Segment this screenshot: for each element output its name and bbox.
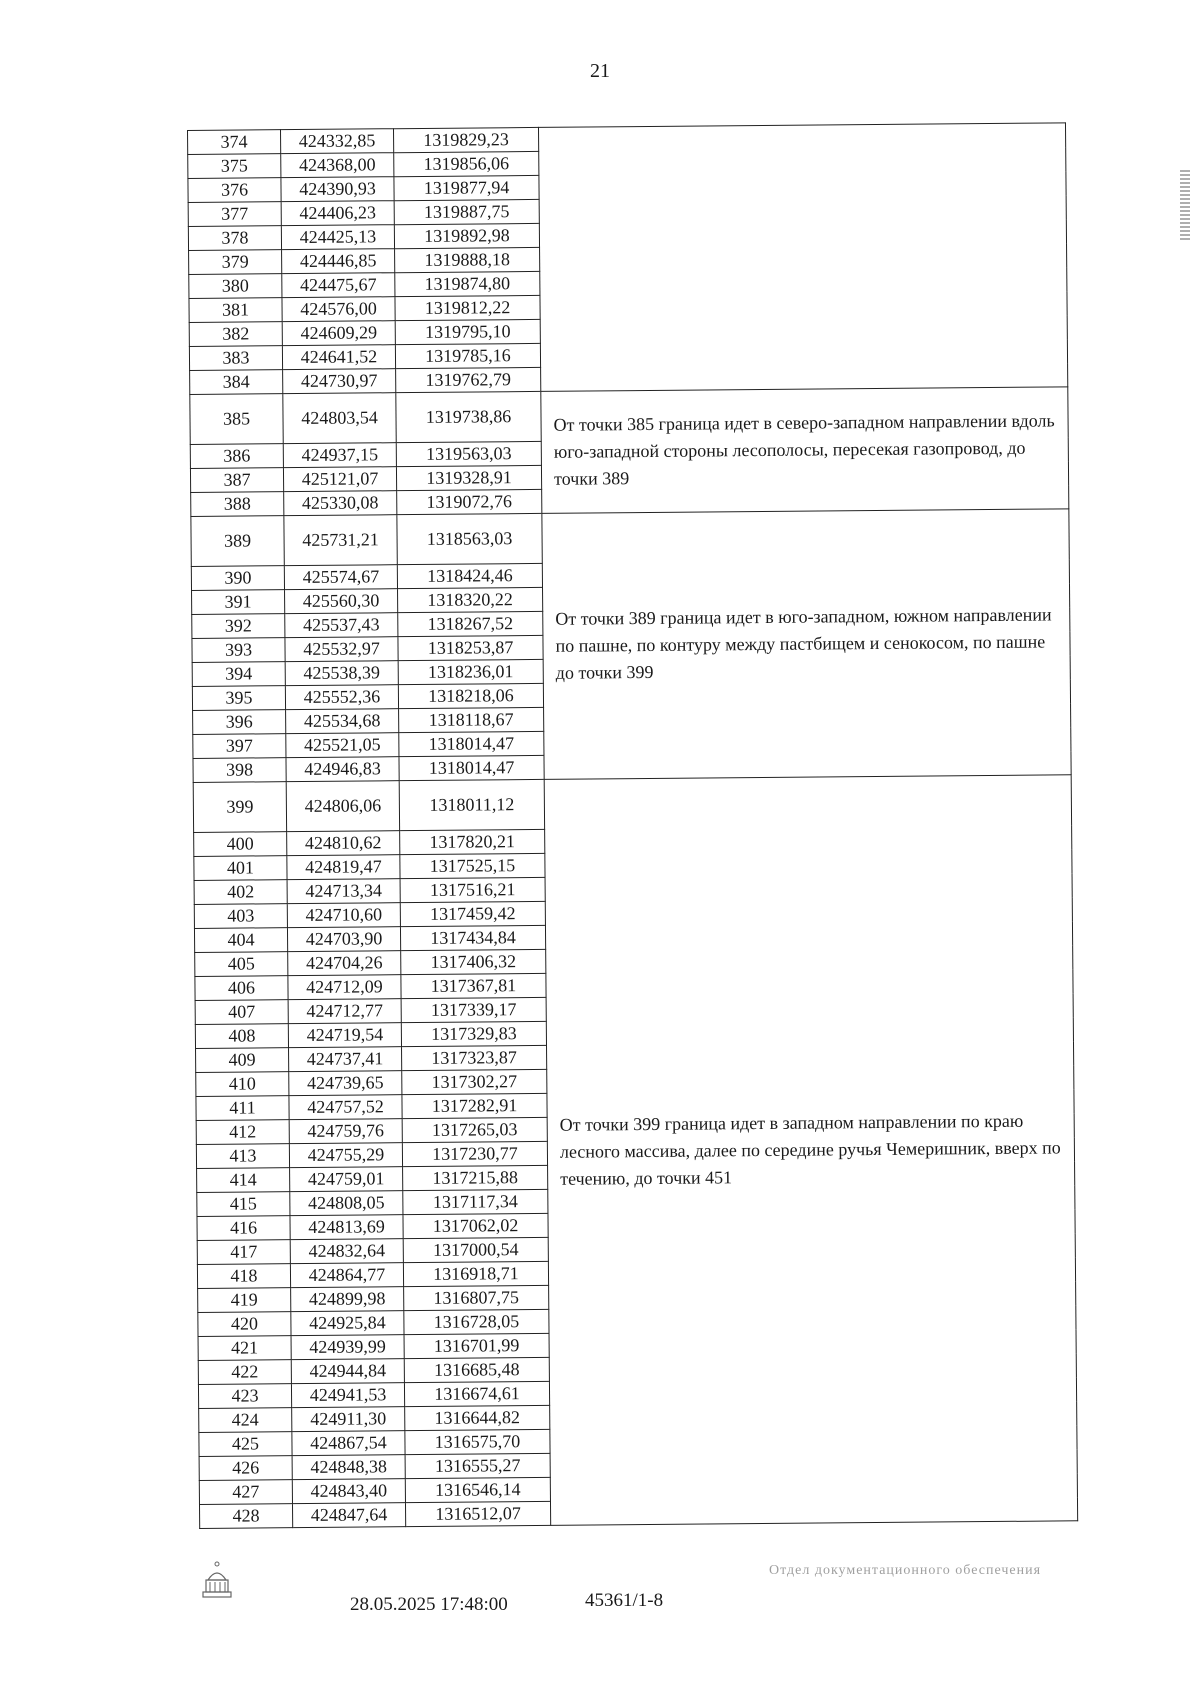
coordinate-x: 424641,52 bbox=[282, 345, 395, 370]
coordinate-x: 424332,85 bbox=[281, 129, 394, 154]
coordinate-x: 424712,09 bbox=[288, 975, 401, 1000]
footer-datetime: 28.05.2025 17:48:00 bbox=[350, 1594, 508, 1615]
point-number: 400 bbox=[194, 832, 287, 857]
coordinate-x: 424843,40 bbox=[292, 1479, 405, 1504]
point-number: 383 bbox=[189, 346, 282, 371]
point-number: 381 bbox=[189, 298, 282, 323]
point-number: 379 bbox=[189, 250, 282, 275]
boundary-description: От точки 389 граница идет в юго-западном, южном направлении по пашне, по контуру между пастбищем и сенокосом, по пашне до точки 399 bbox=[542, 509, 1071, 780]
coordinate-y: 1319762,79 bbox=[396, 367, 541, 392]
point-number: 388 bbox=[191, 492, 284, 517]
coordinate-x: 424759,76 bbox=[289, 1119, 402, 1144]
coordinate-x: 425538,39 bbox=[285, 661, 398, 686]
point-number: 392 bbox=[192, 614, 285, 639]
coordinate-x: 424703,90 bbox=[287, 927, 400, 952]
coordinate-y: 1316918,71 bbox=[403, 1261, 548, 1286]
coordinate-x: 424803,54 bbox=[283, 393, 396, 444]
coordinate-y: 1316575,70 bbox=[405, 1429, 550, 1454]
coordinate-y: 1318236,01 bbox=[398, 659, 543, 684]
coordinate-y: 1317434,84 bbox=[400, 925, 545, 950]
coordinate-y: 1318563,03 bbox=[397, 513, 542, 564]
coordinate-y: 1317000,54 bbox=[403, 1237, 548, 1262]
coordinate-y: 1319874,80 bbox=[395, 271, 540, 296]
point-number: 422 bbox=[198, 1360, 291, 1385]
coordinate-y: 1317459,42 bbox=[400, 901, 545, 926]
coordinate-x: 424576,00 bbox=[282, 297, 395, 322]
coordinate-x: 424390,93 bbox=[281, 177, 394, 202]
coordinate-x: 424609,29 bbox=[282, 321, 395, 346]
point-number: 389 bbox=[191, 516, 284, 567]
coordinate-x: 424939,99 bbox=[291, 1335, 404, 1360]
table-row bbox=[193, 775, 1071, 833]
point-number: 380 bbox=[189, 274, 282, 299]
point-number: 384 bbox=[190, 370, 283, 395]
boundary-description: От точки 399 граница идет в западном направлении по краю лесного массива, далее по середине ручья Чемеришник, вверх по течению, до точки 451 bbox=[544, 775, 1077, 1526]
point-number: 414 bbox=[197, 1168, 290, 1193]
point-number: 374 bbox=[188, 130, 281, 155]
coordinate-x: 424406,23 bbox=[281, 201, 394, 226]
coordinate-x: 424757,52 bbox=[289, 1095, 402, 1120]
point-number: 403 bbox=[194, 904, 287, 929]
coordinate-x: 425521,05 bbox=[286, 733, 399, 758]
table-row bbox=[190, 387, 1068, 445]
coordinate-y: 1319795,10 bbox=[395, 319, 540, 344]
coordinate-y: 1316728,05 bbox=[404, 1309, 549, 1334]
point-number: 390 bbox=[191, 566, 284, 591]
point-number: 394 bbox=[192, 662, 285, 687]
coordinate-x: 425537,43 bbox=[285, 613, 398, 638]
coordinates-table bbox=[187, 122, 1078, 1529]
point-number: 409 bbox=[196, 1048, 289, 1073]
coordinate-x: 424806,06 bbox=[286, 781, 399, 832]
coordinate-x: 425330,08 bbox=[284, 491, 397, 516]
coordinate-y: 1318267,52 bbox=[398, 611, 543, 636]
point-number: 377 bbox=[188, 202, 281, 227]
point-number: 427 bbox=[199, 1480, 292, 1505]
point-number: 402 bbox=[194, 880, 287, 905]
emblem-icon bbox=[200, 1560, 234, 1605]
coordinate-y: 1317525,15 bbox=[400, 853, 545, 878]
coordinate-y: 1319888,18 bbox=[395, 247, 540, 272]
point-number: 396 bbox=[193, 710, 286, 735]
coordinate-y: 1318118,67 bbox=[399, 707, 544, 732]
point-number: 410 bbox=[196, 1072, 289, 1097]
coordinates-table-body bbox=[188, 123, 1078, 1529]
coordinate-y: 1316512,07 bbox=[405, 1501, 550, 1526]
point-number: 423 bbox=[198, 1384, 291, 1409]
coordinate-x: 424704,26 bbox=[288, 951, 401, 976]
coordinate-x: 424730,97 bbox=[283, 369, 396, 394]
coordinate-x: 424755,29 bbox=[289, 1143, 402, 1168]
point-number: 395 bbox=[192, 686, 285, 711]
coordinate-x: 424937,15 bbox=[283, 443, 396, 468]
point-number: 418 bbox=[197, 1264, 290, 1289]
point-number: 401 bbox=[194, 856, 287, 881]
coordinate-y: 1317230,77 bbox=[402, 1141, 547, 1166]
coordinate-y: 1319738,86 bbox=[396, 391, 541, 442]
point-number: 425 bbox=[199, 1432, 292, 1457]
coordinate-x: 424848,38 bbox=[292, 1455, 405, 1480]
point-number: 376 bbox=[188, 178, 281, 203]
coordinate-y: 1319328,91 bbox=[396, 465, 541, 490]
coordinate-y: 1318014,47 bbox=[399, 731, 544, 756]
point-number: 417 bbox=[197, 1240, 290, 1265]
point-number: 419 bbox=[198, 1288, 291, 1313]
point-number: 407 bbox=[195, 1000, 288, 1025]
coordinate-y: 1317302,27 bbox=[402, 1069, 547, 1094]
page-number: 21 bbox=[590, 60, 610, 82]
coordinate-x: 424864,77 bbox=[290, 1263, 403, 1288]
coordinate-x: 424946,83 bbox=[286, 757, 399, 782]
point-number: 411 bbox=[196, 1096, 289, 1121]
point-number: 426 bbox=[199, 1456, 292, 1481]
coordinate-y: 1316555,27 bbox=[405, 1453, 550, 1478]
coordinate-x: 424739,65 bbox=[289, 1071, 402, 1096]
coordinate-y: 1319829,23 bbox=[393, 127, 538, 152]
coordinate-y: 1319877,94 bbox=[394, 175, 539, 200]
coordinate-x: 424899,98 bbox=[291, 1287, 404, 1312]
point-number: 421 bbox=[198, 1336, 291, 1361]
coordinate-y: 1318218,06 bbox=[398, 683, 543, 708]
coordinate-x: 424368,00 bbox=[281, 153, 394, 178]
point-number: 415 bbox=[197, 1192, 290, 1217]
table-row bbox=[191, 509, 1069, 567]
coordinate-y: 1316807,75 bbox=[404, 1285, 549, 1310]
coordinate-y: 1317282,91 bbox=[402, 1093, 547, 1118]
coordinate-x: 424710,60 bbox=[287, 903, 400, 928]
coordinate-y: 1316701,99 bbox=[404, 1333, 549, 1358]
coordinate-y: 1317516,21 bbox=[400, 877, 545, 902]
point-number: 393 bbox=[192, 638, 285, 663]
point-number: 391 bbox=[192, 590, 285, 615]
point-number: 413 bbox=[196, 1144, 289, 1169]
boundary-description bbox=[538, 123, 1067, 392]
coordinate-y: 1317117,34 bbox=[403, 1189, 548, 1214]
point-number: 428 bbox=[199, 1504, 292, 1529]
coordinate-y: 1317406,32 bbox=[401, 949, 546, 974]
coordinate-y: 1318424,46 bbox=[397, 563, 542, 588]
coordinate-y: 1317323,87 bbox=[402, 1045, 547, 1070]
coordinate-x: 424446,85 bbox=[282, 249, 395, 274]
coordinate-x: 424867,54 bbox=[292, 1431, 405, 1456]
coordinate-y: 1317367,81 bbox=[401, 973, 546, 998]
coordinate-y: 1317265,03 bbox=[402, 1117, 547, 1142]
coordinate-y: 1316644,82 bbox=[405, 1405, 550, 1430]
coordinate-x: 425731,21 bbox=[284, 515, 397, 566]
coordinate-y: 1317329,83 bbox=[401, 1021, 546, 1046]
coordinate-y: 1318320,22 bbox=[398, 587, 543, 612]
coordinate-y: 1319563,03 bbox=[396, 441, 541, 466]
coordinate-y: 1317215,88 bbox=[403, 1165, 548, 1190]
coordinate-y: 1319887,75 bbox=[394, 199, 539, 224]
point-number: 387 bbox=[190, 468, 283, 493]
point-number: 408 bbox=[195, 1024, 288, 1049]
point-number: 386 bbox=[190, 444, 283, 469]
coordinate-x: 424425,13 bbox=[281, 225, 394, 250]
coordinate-x: 424847,64 bbox=[292, 1503, 405, 1528]
coordinate-x: 425574,67 bbox=[284, 565, 397, 590]
boundary-description: От точки 385 граница идет в северо-западном направлении вдоль юго-западной стороны лесополосы, пересекая газопровод, до точки 389 bbox=[541, 387, 1069, 514]
coordinate-x: 424737,41 bbox=[289, 1047, 402, 1072]
point-number: 404 bbox=[194, 928, 287, 953]
coordinate-x: 424712,77 bbox=[288, 999, 401, 1024]
coordinate-y: 1316674,61 bbox=[404, 1381, 549, 1406]
coordinate-x: 424475,67 bbox=[282, 273, 395, 298]
coordinate-y: 1318014,47 bbox=[399, 755, 544, 780]
coordinate-y: 1319892,98 bbox=[394, 223, 539, 248]
scan-margin-mark bbox=[1180, 170, 1190, 240]
coordinate-y: 1319856,06 bbox=[394, 151, 539, 176]
table-row bbox=[188, 123, 1066, 155]
coordinate-x: 424819,47 bbox=[287, 855, 400, 880]
coordinate-y: 1317820,21 bbox=[400, 829, 545, 854]
coordinate-y: 1316546,14 bbox=[405, 1477, 550, 1502]
coordinate-x: 424925,84 bbox=[291, 1311, 404, 1336]
coordinate-x: 424911,30 bbox=[292, 1407, 405, 1432]
point-number: 397 bbox=[193, 734, 286, 759]
coordinate-y: 1318011,12 bbox=[399, 779, 544, 830]
point-number: 398 bbox=[193, 758, 286, 783]
point-number: 382 bbox=[189, 322, 282, 347]
coordinate-x: 424810,62 bbox=[287, 831, 400, 856]
coordinate-x: 424832,64 bbox=[290, 1239, 403, 1264]
coordinate-y: 1317062,02 bbox=[403, 1213, 548, 1238]
coordinate-y: 1316685,48 bbox=[404, 1357, 549, 1382]
department-stamp: Отдел документационного обеспечения bbox=[768, 1563, 1042, 1578]
coordinate-x: 425534,68 bbox=[286, 709, 399, 734]
coordinate-x: 424813,69 bbox=[290, 1215, 403, 1240]
coordinate-x: 424759,01 bbox=[290, 1167, 403, 1192]
point-number: 375 bbox=[188, 154, 281, 179]
coordinate-x: 425552,36 bbox=[285, 685, 398, 710]
coordinate-y: 1317339,17 bbox=[401, 997, 546, 1022]
point-number: 416 bbox=[197, 1216, 290, 1241]
coordinate-y: 1319072,76 bbox=[397, 489, 542, 514]
point-number: 378 bbox=[188, 226, 281, 251]
point-number: 412 bbox=[196, 1120, 289, 1145]
point-number: 385 bbox=[190, 394, 283, 445]
point-number: 420 bbox=[198, 1312, 291, 1337]
coordinate-x: 425121,07 bbox=[283, 467, 396, 492]
coordinate-y: 1319812,22 bbox=[395, 295, 540, 320]
coordinate-x: 424719,54 bbox=[288, 1023, 401, 1048]
coordinate-y: 1319785,16 bbox=[395, 343, 540, 368]
point-number: 424 bbox=[199, 1408, 292, 1433]
coordinate-x: 424941,53 bbox=[291, 1383, 404, 1408]
coordinate-x: 424808,05 bbox=[290, 1191, 403, 1216]
coordinate-x: 425560,30 bbox=[285, 589, 398, 614]
coordinate-x: 424944,84 bbox=[291, 1359, 404, 1384]
point-number: 406 bbox=[195, 976, 288, 1001]
point-number: 405 bbox=[195, 952, 288, 977]
point-number: 399 bbox=[193, 782, 286, 833]
coordinate-x: 425532,97 bbox=[285, 637, 398, 662]
footer-doc-code: 45361/1-8 bbox=[585, 1590, 664, 1611]
coordinate-x: 424713,34 bbox=[287, 879, 400, 904]
coordinate-y: 1318253,87 bbox=[398, 635, 543, 660]
